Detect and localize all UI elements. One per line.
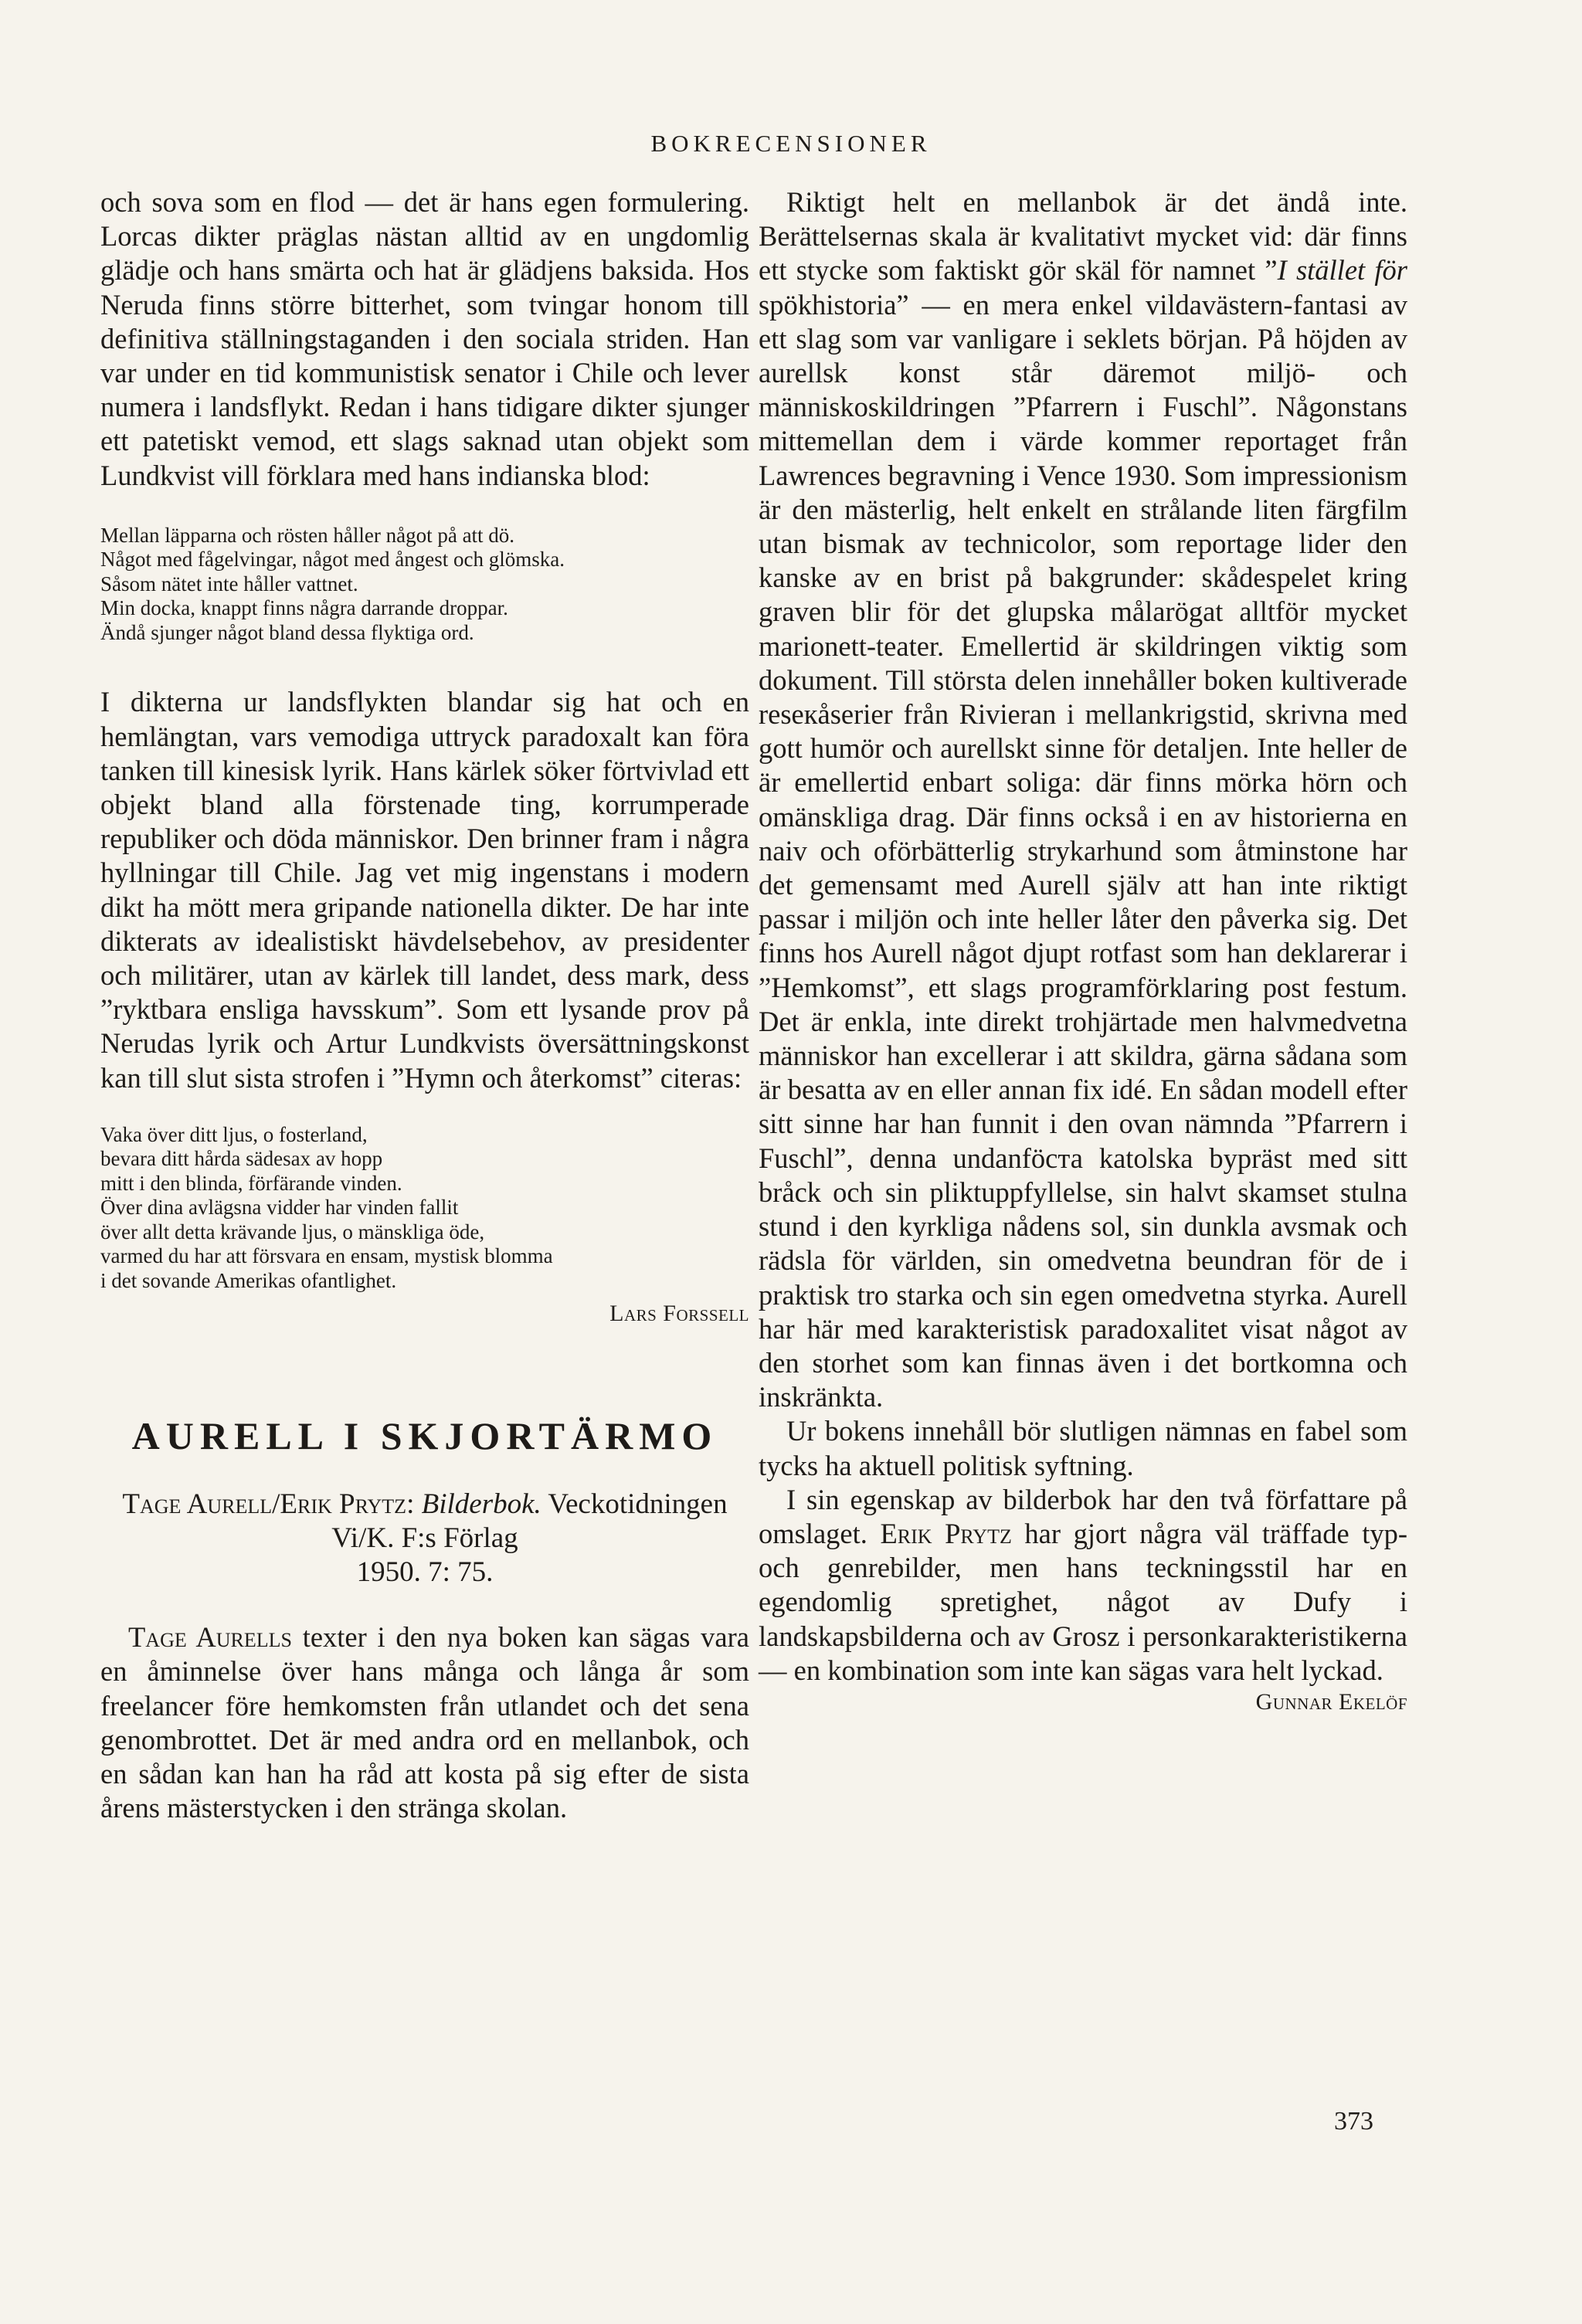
signature-gunnar-ekelof: Gunnar Ekelöf (1255, 1688, 1407, 1715)
story-title: I stället för (1277, 254, 1407, 287)
poem-line: varmed du har att försvara en ensam, mystisk blomma (100, 1244, 553, 1268)
left-paragraph-2: I dikterna ur landsflykten blandar sig hat och en hemlängtan, vars vemodiga uttryck paradoxalt kan föra tanken till kinesisk lyrik. Hans kärlek söker förtvivlad ett objekt bland alla förstenade ting, korrumperade republiker och döda människor. Den brinner fram i några hyllningar till Chile. Jag vet mig ingenstans i modern dikt ha mött mera gripande nationella dikter. De har inte dikterats av idealistiskt hävdelsebehov, av presidenter och militärer, utan av kärlek till landet, dess mark, dess ”ryktbara ensliga havsskum”. Som ett lysande prov på Nerudas lyrik och Artur Lundkvists översättningskonst kan till slut sista strofen i ”Hymn och återkomst” citeras: (100, 686, 749, 1094)
left-paragraph-3: Tage Aurells texter i den nya boken kan sägas vara en åminnelse över hans många och långa år som freelancer före hemkomsten från utlandet och det sena genombrottet. Det är med andra ord en mellanbok, och en sådan kan han ha råd att kosta på sig efter de sista årens mästerstycken i den stränga skolan. (100, 1621, 749, 1824)
citation-year: 1950. 7: 75. (356, 1556, 494, 1589)
citation-publisher: Veckotidningen Vi/K. F:s Förlag (331, 1488, 728, 1555)
poem-excerpt-1 (100, 524, 749, 646)
poem-line: Över dina avlägsna vidder har vinden fallit (100, 1196, 459, 1220)
poem-line: Min docka, knappt finns några darrande droppar. (100, 596, 508, 620)
page-number: 373 (1334, 2107, 1373, 2136)
book-citation: Tage Aurell/Erik Prytz: Bilderbok. Veckotidningen Vi/K. F:s Förlag 1950. 7: 75. (100, 1488, 749, 1589)
poem-line: Något med fågelvingar, något med ångest och glömska. (100, 548, 565, 572)
poem-line: mitt i den blinda, förfärande vinden. (100, 1171, 402, 1195)
right-paragraph-1: Riktigt helt en mellanbok är det ändå inte. Berättelsernas skala är kvalitativt mycket vid: där finns ett stycke som faktiskt gör skäl för namnet ”I stället för spökhistoria” — en mera enkel vildavästern-fantasi av ett slag som var vanligare i seklets början. På höjden av aurellsk konst står däremot miljö- och människoskildringen ”Pfarrern i Fuschl”. Någonstans mittemellan dem i värde kommer reportaget från Lawrences begravning i Vence 1930. Som impressionism är den mästerlig, helt enkelt en strålande liten färgfilm utan bismak av technicolor, som reportage lider den kanske av en brist på bakgrunder: skådespelet kring graven blir för det glupska målarögat alltför mycket marionett-teater. Emellertid är skildringen viktig som dokument. Till största delen innehåller boken kultiverade reseкåserier från Rivieran i mellankrigstid, skrivna med gott humör och aurellskt sinne för detaljen. Inte heller de är emellertid enbart soliga: där finns mörka hörn och omänskliga drag. Där finns också i en av historierna en naiv och oförbätterlig strykarhund som åtminstone har det gemensamt med Aurell själv att han inte riktigt passar i miljön och inte heller låter den påverka sig. Det finns hos Aurell något djupt rotfast som han deklarerar i ”Hemkomst”, ett slags programförklaring post festum. Det är enkla, inte direkt trohjärtade men halvmedvetna människor han excellerar i att skildra, gärna sådana som är besatta av en eller annan fix idé. En sådan modell efter sitt sinne har han funnit i den ovan nämnda ”Pfarrern i Fuschl”, denna undanföста katolska bypräst med sitt bråck och sin pliktuppfyllelse, sin halvt skamset stulna stund i den kyrkliga nådens sol, sin dunkla avsmak och rädsla för världen, sin omedvetna beundran för de i praktisk tro starka och sin egen omedvetna styrka. Aurell har här med karakteristisk paradoxalitet visat något av den storhet som kan finnas även i det bortkomna och inskränkta. (759, 186, 1407, 1413)
right-paragraph-2: Ur bokens innehåll bör slutligen nämnas en fabel som tycks ha aktuell politisk syftning. (759, 1415, 1407, 1481)
illustrator-name: Erik Prytz (880, 1517, 1012, 1549)
poem-line: Vaka över ditt ljus, o fosterland, (100, 1122, 368, 1146)
citation-authors: Tage Aurell/Erik Prytz (122, 1488, 407, 1521)
poem-line: Såsom nätet inte håller vattnet. (100, 572, 358, 595)
right-column (759, 185, 1407, 1715)
poem-line: bevara ditt hårda sädesax av hopp (100, 1147, 383, 1171)
poem-line: Ändå sjunger något bland dessa flyktiga ord. (100, 620, 474, 644)
poem-excerpt-2 (100, 1123, 749, 1294)
right-paragraph-3: I sin egenskap av bilderbok har den två författare på omslaget. Erik Prytz har gjort några väl träffade typ- och genrebilder, men hans teckningsstil har en egendomlig spretighet, något av Dufy i landskapsbilderna och av Grosz i personkarakteristikerna — en kombination som inte kan sägas vara helt lyckad. (759, 1483, 1407, 1686)
signature-lars-forssell: Lars Forssell (609, 1301, 749, 1327)
left-paragraph-1: och sova som en flod — det är hans egen formulering. Lorcas dikter präglas nästan alltid av en ungdomlig glädje och hans smärta och hat är glädjens baksida. Hos Neruda finns större bitterhet, som tvingar honom till definitiva ställningstaganden i den sociala striden. Han var under en tid kommunistisk senator i Chile och lever numera i landsflykt. Redan i hans tidigare dikter sjunger ett patetiskt vemod, ett slags saknad utan objekt som Lundkvist vill förklara med hans indianska blod: (100, 186, 749, 491)
lead-name: Tage Aurells (128, 1621, 292, 1654)
citation-title: Bilderbok. (421, 1488, 541, 1521)
poem-line: Mellan läpparna och rösten håller något på att dö. (100, 523, 515, 547)
poem-line: över allt detta krävande ljus, o mänskliga öde, (100, 1220, 485, 1243)
left-column (100, 185, 749, 1825)
poem-line: i det sovande Amerikas ofantlighet. (100, 1268, 397, 1292)
running-head: BOKRECENSIONER (650, 130, 932, 157)
section-title: AURELL I SKJORTÄRMO (131, 1414, 718, 1458)
